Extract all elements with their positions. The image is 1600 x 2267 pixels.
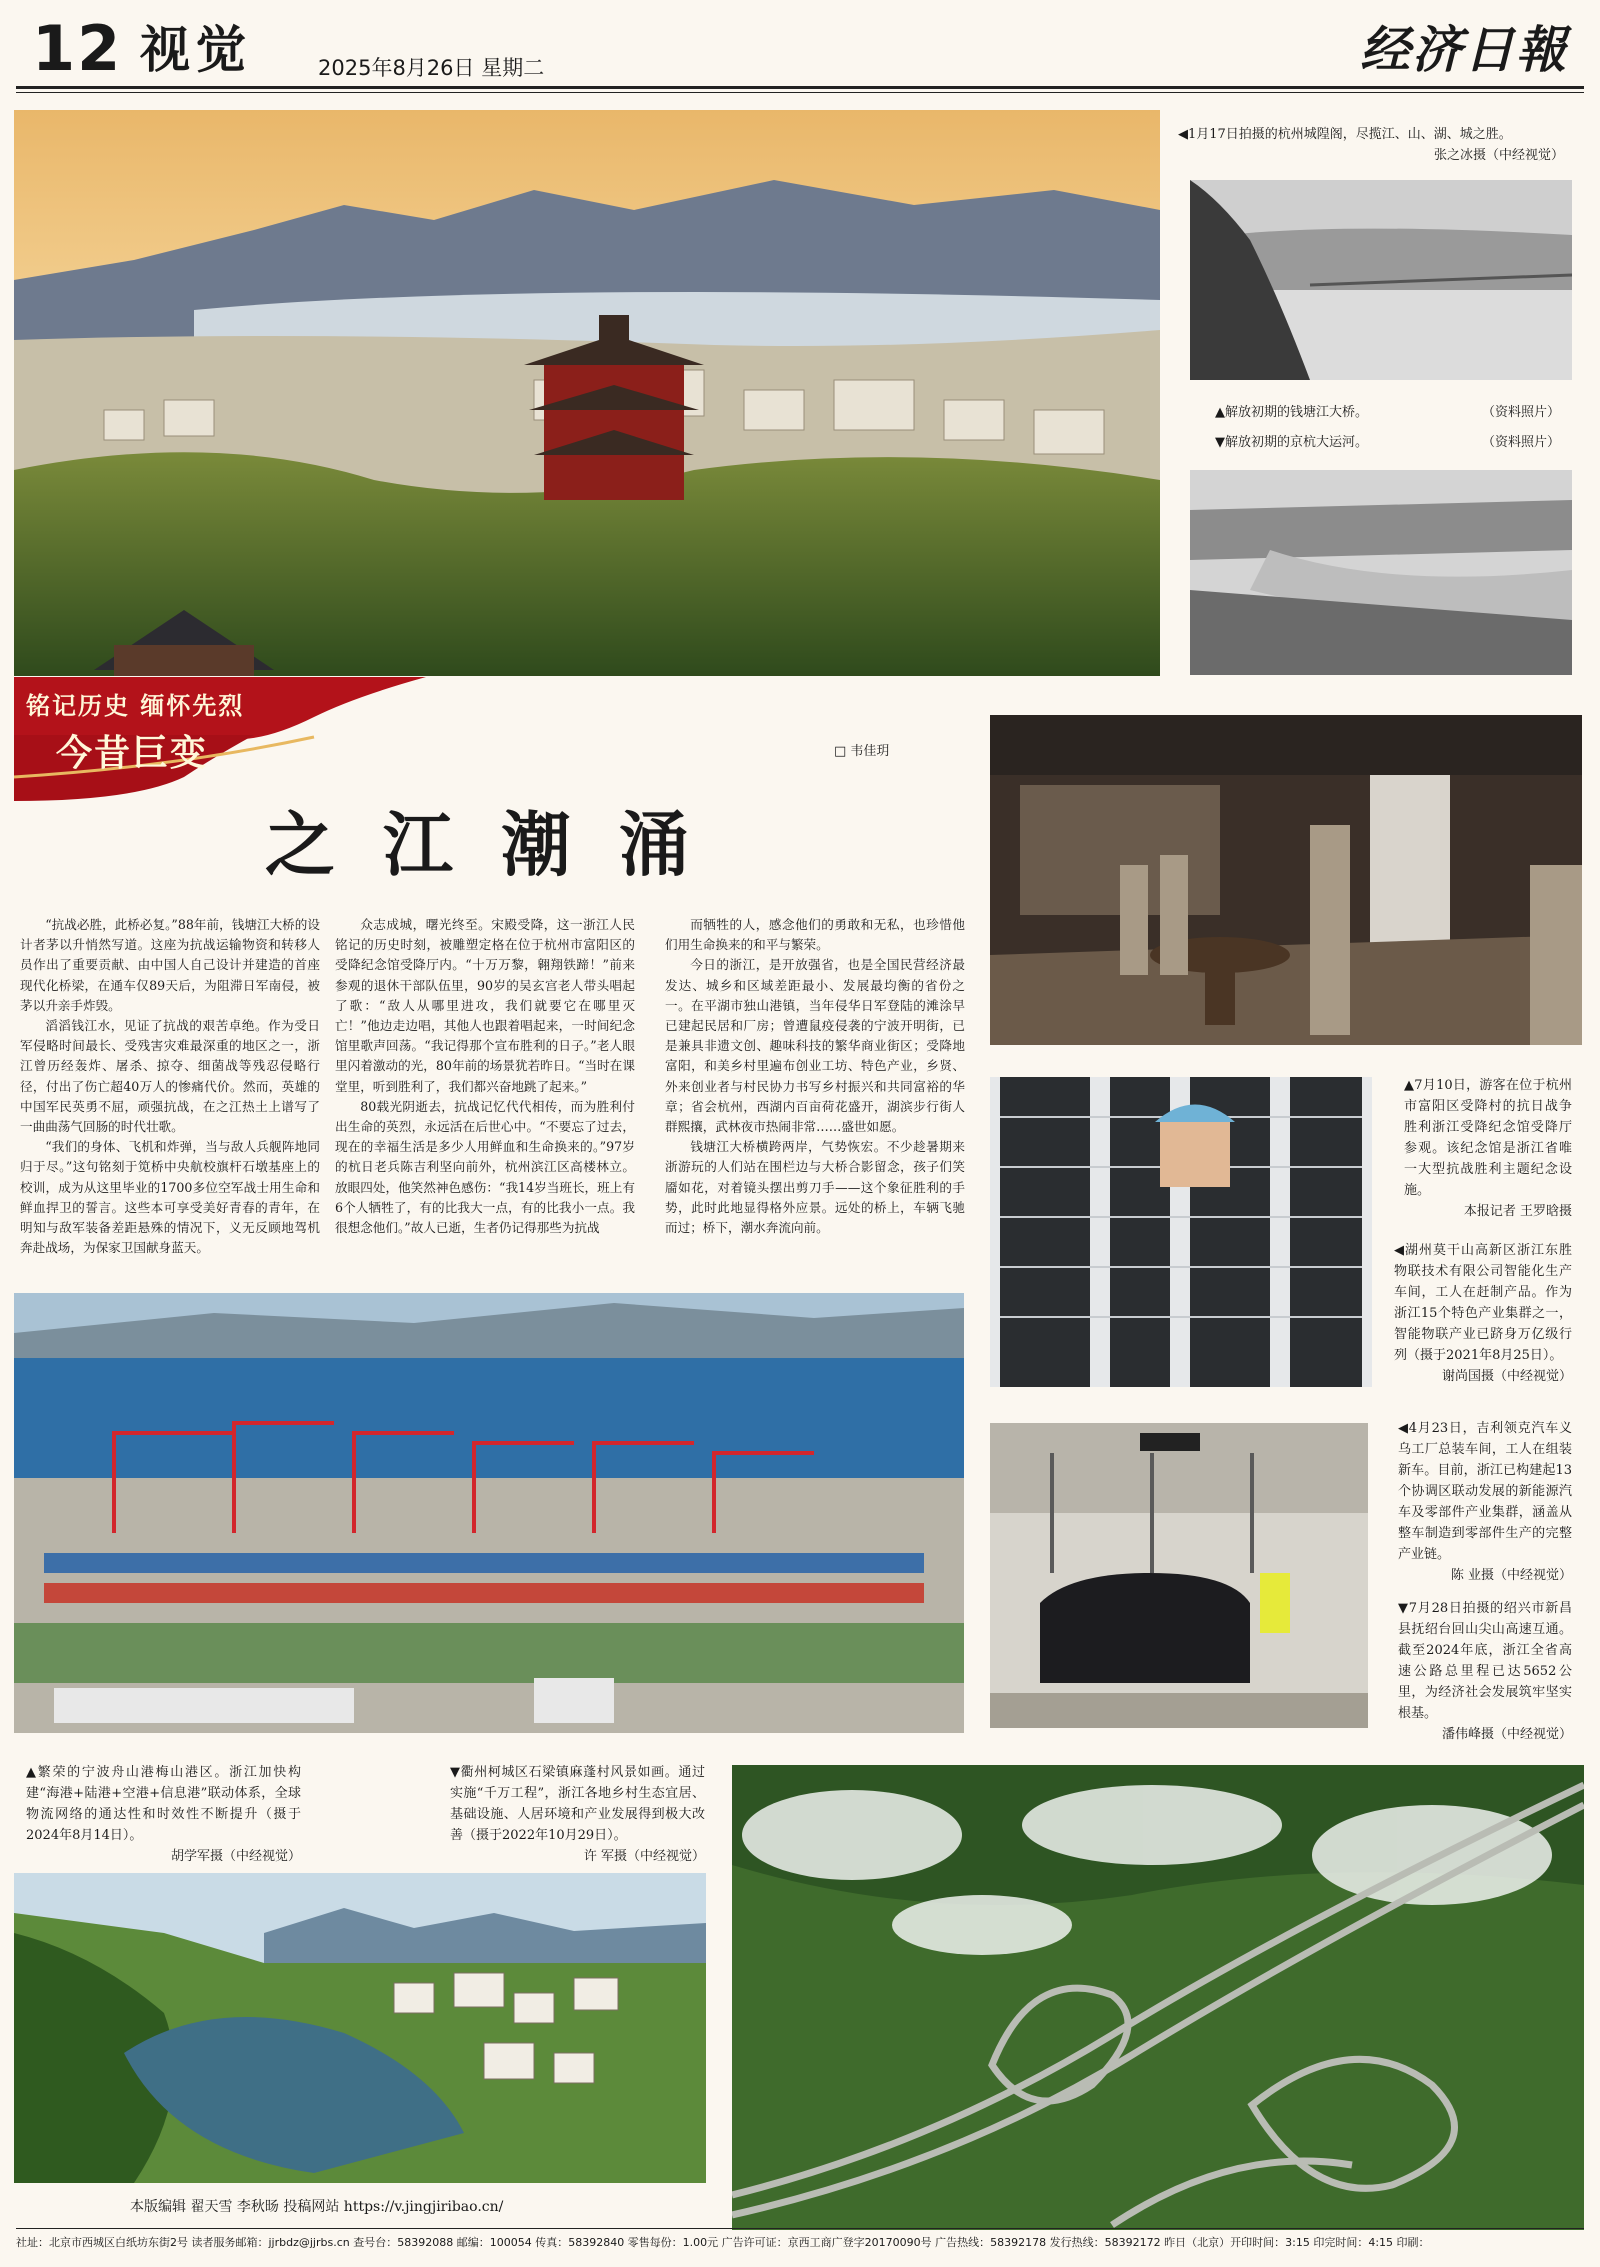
caption-old1 — [1215, 402, 1560, 423]
caption-credit: 胡学军摄（中经视觉） — [170, 1849, 301, 1864]
paragraph: 钱塘江大桥横跨两岸，气势恢宏。不少趁暑期来浙游玩的人们站在围栏边与大桥合影留念，孩子们笑靥如花，对着镜头摆出剪刀手——这个象征胜利的手势，此时此地显得格外应景。远处的桥上，车辆飞驰而过；桥下，潮水奔流向前。 — [665, 1139, 965, 1236]
port-photo — [14, 1293, 964, 1733]
caption-village — [450, 1762, 705, 1867]
article-column-1 — [20, 915, 320, 1258]
footer-rule — [16, 2228, 1584, 2229]
caption-credit: 本报记者 王罗晗摄 — [1463, 1204, 1572, 1219]
section-title: 视觉 — [140, 20, 252, 79]
caption-cars — [1398, 1418, 1572, 1586]
caption-expressway — [1398, 1598, 1572, 1745]
caption-credit: （资料照片） — [1481, 405, 1560, 420]
caption-text: ◀1月17日拍摄的杭州城隍阁，尽揽江、山、湖、城之胜。 — [1178, 127, 1512, 142]
caption-text: ◀4月23日，吉利领克汽车义乌工厂总装车间，工人在组装新车。目前，浙江已构建起13个协调区联动发展的新能源汽车及零部件产业集群，涵盖从整车制造到零部件生产的完整产业链。 — [1398, 1421, 1572, 1562]
masthead — [0, 0, 1600, 90]
caption-text: ▼7月28日拍摄的绍兴市新昌县抚绍台回山尖山高速互通。截至2024年底，浙江全省高速公路总里程已达5652公里，为经济社会发展筑牢坚实根基。 — [1398, 1601, 1572, 1721]
article-column-2 — [335, 915, 635, 1238]
page-number: 12 — [32, 12, 123, 85]
paragraph: 今日的浙江，是开放强省，也是全国民营经济最发达、城乡和区域差距最小、发展最均衡的省份之一。在平湖市独山港镇，当年侵华日军登陆的滩涂早已建起民居和厂房；曾遭鼠疫侵袭的宁波开明街，已是兼具非遗文创、趣味科技的繁华商业街区；受降地富阳，和美乡村里遍布创业工坊、特色产业，乡贤、外来创业者与村民协力书写乡村振兴和共同富裕的华章；省会杭州，西湖内百亩荷花盛开，湖滨步行街人群熙攘，武林夜市热闹非常……盛世如愿。 — [665, 957, 965, 1135]
car-assembly-photo — [990, 1423, 1368, 1728]
article-headline: 之江潮涌 — [265, 803, 737, 886]
caption-text: ▲解放初期的钱塘江大桥。 — [1215, 405, 1368, 420]
caption-hangzhou — [1178, 124, 1564, 166]
expressway-photo — [732, 1765, 1584, 2230]
caption-text: ▲繁荣的宁波舟山港梅山港区。浙江加快构建“海港+陆港+空港+信息港”联动体系，全球物流网络的通达性和时效性不断提升（摄于2024年8月14日）。 — [26, 1765, 301, 1843]
caption-text: ▼衢州柯城区石梁镇麻蓬村风景如画。通过实施“千万工程”，浙江各地乡村生态宜居、基础设施、人居环境和产业发展得到极大改善（摄于2022年10月29日）。 — [450, 1765, 705, 1843]
masthead-rule-thin — [16, 92, 1584, 93]
caption-factory — [1394, 1240, 1572, 1387]
newspaper-logo: 经济日報 — [1360, 20, 1568, 79]
caption-credit: 许 军摄（中经视觉） — [583, 1849, 705, 1864]
village-photo — [14, 1873, 706, 2183]
old-bridge-photo — [1190, 180, 1572, 380]
caption-text: ▼解放初期的京杭大运河。 — [1215, 435, 1368, 450]
paragraph: “我们的身体、飞机和炸弹，当与敌人兵舰阵地同归于尽。”这句铭刻于笕桥中央航校旗杆石墩基座上的校训，成为从这里毕业的1700多位空军战士用生命和鲜血捍卫的誓言。这些本可享受美好青春的青年，在明知与敌军装备差距悬殊的情况下，义无反顾地驾机奔赴战场，为保家卫国献身蓝天。 — [20, 1139, 320, 1256]
masthead-rule — [16, 86, 1584, 89]
byline: □ 韦佳玥 — [834, 744, 890, 759]
article-column-3 — [665, 915, 965, 1238]
banner-title: 今昔巨变 — [56, 732, 209, 774]
caption-old2 — [1215, 432, 1560, 453]
caption-credit: （资料照片） — [1481, 435, 1560, 450]
footer-imprint: 社址：北京市西城区白纸坊东街2号 读者服务邮箱：jjrbdz@jjrbs.cn 查号台：58392088 邮编：100054 传真：58392840 零售每份：1.00元 广告许可证：京西工商广登字20170090号 广告热线：58392178 发行热线：58392172 昨日（北京）开印时间：3:15 印完时间：4:15 印刷： — [16, 2236, 1430, 2249]
paragraph: 众志成城，曙光终至。宋殿受降，这一浙江人民铭记的历史时刻，被雕塑定格在位于杭州市富阳区的受降纪念馆受降厅内。“十万万黎，翱翔铁蹄！”前来参观的退休干部队伍里，90岁的吴玄宫老人带头唱起了歌：“敌人从哪里进攻，我们就要它在哪里灭亡！”他边走边唱，其他人也跟着唱起来，一时间纪念馆里歌声回荡。“我记得那个宣布胜利的日子。”老人眼里闪着激动的光，80年前的场景犹若昨日。“当时在课堂里，听到胜利了，我们都兴奋地跳了起来。” — [335, 917, 635, 1094]
caption-credit: 张之冰摄（中经视觉） — [1433, 148, 1564, 163]
caption-museum — [1404, 1075, 1572, 1222]
caption-credit: 陈 业摄（中经视觉） — [1450, 1568, 1572, 1583]
paragraph: 滔滔钱江水，见证了抗战的艰苦卓绝。作为受日军侵略时间最长、受残害灾难最深重的地区之一，浙江曾历经轰炸、屠杀、掠夺、细菌战等残忍侵略行径，付出了伤亡超40万人的惨痛代价。然而，英雄的中国军民英勇不屈，顽强抗战，在之江热土上谱写了一曲曲荡气回肠的时代壮歌。 — [20, 1018, 320, 1135]
paragraph: 80载光阴逝去，抗战记忆代代相传，而为胜利付出生命的英烈，永远活在后世心中。“不要忘了过去，现在的幸福生活是多少人用鲜血和生命换来的。”97岁的杭日老兵陈吉利坚向前外，杭州滨江区高楼林立。放眼四处，他笑然神色感伤：“我14岁当班长，班上有6个人牺牲了，有的比我大一点，有的比我小一点。我很想念他们。”故人已逝，生者仍记得那些为抗战 — [335, 1098, 635, 1236]
caption-port — [26, 1762, 301, 1867]
caption-text: ◀湖州莫干山高新区浙江东胜物联技术有限公司智能化生产车间，工人在赶制产品。作为浙江15个特色产业集群之一，智能物联产业已跻身万亿级行列（摄于2021年8月25日）。 — [1394, 1243, 1572, 1363]
caption-credit: 谢尚国摄（中经视觉） — [1441, 1369, 1572, 1384]
banner-slogan: 铭记历史 缅怀先烈 — [26, 691, 245, 720]
issue-date: 2025年8月26日 星期二 — [318, 56, 545, 80]
caption-text: ▲7月10日，游客在位于杭州市富阳区受降村的抗日战争胜利浙江受降纪念馆受降厅参观。该纪念馆是浙江省唯一大型抗战胜利主题纪念设施。 — [1404, 1078, 1572, 1198]
old-canal-photo — [1190, 470, 1572, 675]
paragraph: “抗战必胜，此桥必复。”88年前，钱塘江大桥的设计者茅以升悄然写道。这座为抗战运输物资和转移人员作出了重要贡献、由中国人自己设计并建造的首座现代化桥梁，在通车仅89天后，为阻滞日军南侵，被茅以升亲手炸毁。 — [20, 917, 320, 1013]
editor-line: 本版编辑 翟天雪 李秋旸 投稿网站 https://v.jingjiribao.cn/ — [130, 2199, 504, 2215]
caption-credit: 潘伟峰摄（中经视觉） — [1441, 1727, 1572, 1742]
museum-photo — [990, 715, 1582, 1045]
paragraph: 而牺牲的人，感念他们的勇敢和无私，也珍惜他们用生命换来的和平与繁荣。 — [665, 917, 965, 953]
factory-photo — [990, 1077, 1372, 1387]
hangzhou-photo — [14, 110, 1160, 676]
